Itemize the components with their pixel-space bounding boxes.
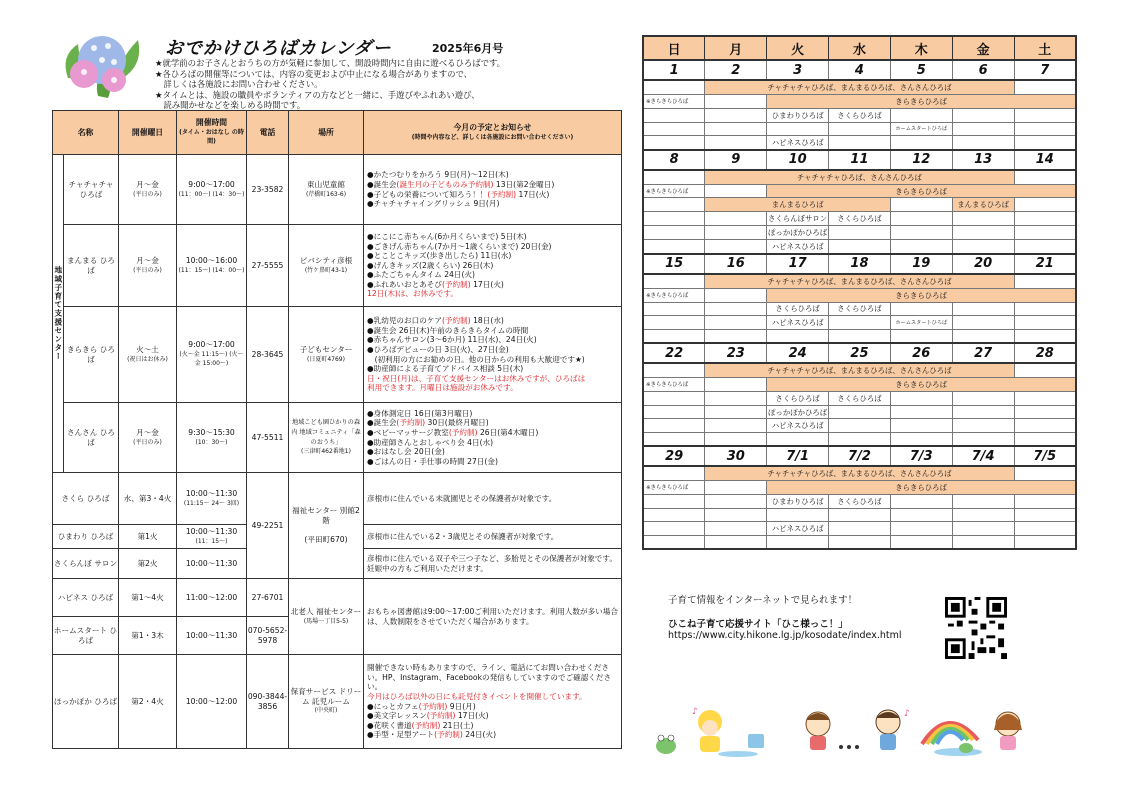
calendar-event-row	[643, 94, 1076, 108]
facility-days: 水、第3・4火	[119, 473, 177, 525]
calendar-date: 16	[705, 254, 767, 274]
note-line: 読み聞かせなどを楽しめる時間です。	[155, 100, 306, 111]
info-line: ●美文字レッスン(予約制) 17日(火)	[367, 711, 489, 721]
calendar-event: さくらひろば	[829, 108, 891, 122]
facility-place: 北老人 福祉センター (馬場一丁目5-5)	[289, 579, 364, 655]
facility-hours: 10:00～11:30 (11:15～ 24～ 3回)	[177, 473, 247, 525]
calendar-event-row	[643, 535, 1076, 549]
table-row	[53, 307, 622, 403]
weekday-header: 金	[952, 36, 1014, 60]
facility-info	[364, 225, 622, 307]
col-header-hours: 開催時間 (タイム・おはなし の時間)	[177, 111, 247, 155]
calendar-event: さくらひろば	[829, 302, 891, 316]
calendar-event: まんまるひろば	[952, 198, 1014, 212]
calendar-date: 14	[1014, 150, 1076, 170]
facility-days: 月～金 (平日のみ)	[119, 403, 177, 473]
info-line: ●おはなし会 20日(金)	[367, 447, 445, 457]
calendar-date: 9	[705, 150, 767, 170]
facility-info: 彦根市に住んでいる双子や三つ子など、多胎児とその保護者が対象です。妊娠中の方もご利用いただけます。	[364, 549, 622, 579]
info-line: ●にこにこ赤ちゃん(6か月くらいまで) 5日(木)	[367, 231, 527, 241]
facility-info: おもちゃ図書館は9:00～17:00ご利用いただけます。利用人数が多い場合は、人数制限をさせていただく場合があります。	[364, 579, 622, 655]
calendar-event-row	[643, 184, 1076, 198]
info-line: ●ベビーマッサージ教室(予約制) 26日(第4木曜日)	[367, 427, 539, 437]
calendar-event: さくらひろば	[829, 391, 891, 405]
calendar-date: 2	[705, 60, 767, 80]
facility-name: ほっかぽか ひろば	[53, 655, 119, 749]
info-line: ●助産師さんとおしゃべり会 4日(水)	[367, 437, 494, 447]
weekday-header: 日	[643, 36, 705, 60]
facility-hours: 9:00～17:00 (火～金 11:15～) (火～金 15:00～)	[177, 307, 247, 403]
info-line: (初利用の方にお勧めの日。他の日からの利用も大歓迎です★)	[367, 354, 585, 364]
facility-days: 第2・4火	[119, 655, 177, 749]
info-line: ●乳幼児のお口のケア(予約制) 18日(水)	[367, 316, 504, 326]
note-line: ★各ひろばの開催等については、内容の変更および中止になる場合がありますので、	[155, 68, 473, 79]
calendar-event: ホームスタートひろば	[890, 122, 952, 135]
info-line: ●ひろばデビューの日 3日(火)、27日(金)	[367, 344, 509, 354]
calendar-event: チャチャチャひろば、さんさんひろば	[705, 170, 1014, 184]
facility-phone: 090-3844-3856	[247, 655, 289, 749]
calendar-event: きらきらひろば	[767, 377, 1076, 391]
calendar-date: 13	[952, 150, 1014, 170]
calendar-date: 28	[1014, 343, 1076, 363]
page-title: おでかけひろばカレンダー	[165, 38, 392, 59]
info-line: ●ふれあいおとあそび(予約制) 17日(火)	[367, 279, 504, 289]
calendar-event-row	[643, 302, 1076, 316]
calendar-event-row	[643, 419, 1076, 433]
info-line: ●とことこキッズ(歩き出したら) 11日(水)	[367, 251, 512, 261]
table-row	[53, 403, 622, 473]
calendar-event-row	[643, 226, 1076, 240]
calendar-event: さくらひろば	[829, 212, 891, 226]
calendar-date: 23	[705, 343, 767, 363]
calendar-note: ※きらきらひろば	[643, 377, 705, 391]
facility-phone: 070-5652-5978	[247, 617, 289, 655]
date-row	[643, 343, 1076, 363]
calendar-date: 29	[643, 446, 705, 466]
site-name: ひこね子育て応援サイト「ひこ様っこ！」	[668, 619, 848, 630]
calendar-event: きらきらひろば	[767, 94, 1076, 108]
calendar-event: ハピネスひろば	[767, 419, 829, 433]
facility-place: 福祉センター 別館2階 (平田町670)	[289, 473, 364, 579]
calendar-date: 11	[829, 150, 891, 170]
calendar-date: 5	[890, 60, 952, 80]
weekday-header: 土	[1014, 36, 1076, 60]
facility-hours: 9:30～15:30 (10：30～)	[177, 403, 247, 473]
info-line: ●手型・足型アート(予約制) 24日(火)	[367, 730, 497, 740]
calendar-event: きらきらひろば	[767, 184, 1076, 198]
facility-name: ひまわり ひろば	[53, 525, 119, 549]
calendar-date: 4	[829, 60, 891, 80]
calendar-event-row	[643, 316, 1076, 330]
calendar-event-row	[643, 122, 1076, 135]
calendar-date: 25	[829, 343, 891, 363]
info-line: ●にっとカフェ(予約制) 9日(月)	[367, 701, 476, 711]
info-line: ●誕生会(予約制) 30日(最終月曜日)	[367, 418, 489, 428]
calendar-grid	[642, 35, 1077, 550]
info-line: 利用できます。月曜日は施設がお休みです。	[367, 383, 518, 393]
calendar-event-row	[643, 212, 1076, 226]
table-row	[53, 579, 622, 617]
calendar-event: さくらひろば	[767, 391, 829, 405]
svg-text:♪: ♪	[692, 707, 698, 717]
facility-hours: 10:00～11:30 (11：15～)	[177, 525, 247, 549]
site-url-link[interactable]: https://www.city.hikone.lg.jp/kosodate/index.html	[668, 630, 902, 641]
calendar-event-row	[643, 288, 1076, 302]
facility-info	[364, 155, 622, 225]
calendar-date: 21	[1014, 254, 1076, 274]
weekday-header: 水	[829, 36, 891, 60]
facility-info	[364, 307, 622, 403]
info-line: 今月はひろば以外の日にも託児付きイベントを開催しています。	[367, 691, 587, 701]
calendar-event-row	[643, 433, 1076, 446]
info-line: ●子どもの栄養について知ろう！！(予約制) 17日(火)	[367, 189, 550, 199]
calendar-event: ホームスタートひろば	[890, 316, 952, 330]
facility-days: 火～土 (祝日はお休み)	[119, 307, 177, 403]
facility-days: 第1火	[119, 525, 177, 549]
table-row	[53, 155, 622, 225]
info-line: ●チャチャチャイングリッシュ 9日(月)	[367, 199, 500, 209]
note-line: ★タイムとは、施設の職員やボランティアの方などと一緒に、手遊びやふれあい遊び、	[155, 89, 480, 100]
calendar-event-row	[643, 80, 1076, 94]
col-header-info: 今月の予定とお知らせ (時間や内容など、詳しくは各施設にお問い合わせください)	[364, 111, 622, 155]
facility-hours: 10:00～16:00 (11：15～) (14：00～)	[177, 225, 247, 307]
calendar-event-row	[643, 377, 1076, 391]
info-line: ●誕生会 26日(木)午前のきらきらタイムの時間	[367, 325, 529, 335]
facility-place: 保育サービス ドリーム 託児ルーム (中央町)	[289, 655, 364, 749]
col-header-name: 名称	[53, 111, 119, 155]
issue-month: 2025年6月号	[432, 42, 504, 55]
weekday-header-row	[643, 36, 1076, 60]
facility-place: 東山児童館 (芹橋町163-6)	[289, 155, 364, 225]
calendar-event-row	[643, 521, 1076, 535]
hydrangea-logo-icon	[58, 26, 150, 104]
table-row	[53, 655, 622, 749]
info-line: ●ふたごちゃんタイム 24日(火)	[367, 270, 476, 280]
calendar-event: さくらひろば	[767, 302, 829, 316]
qr-code-icon[interactable]	[945, 597, 1007, 659]
facility-days: 月～金 (平日のみ)	[119, 155, 177, 225]
facility-phone: 27-5555	[247, 225, 289, 307]
note-line: 詳しくは各施設にお問い合わせください。	[155, 79, 323, 90]
calendar-note: ※きらきらひろば	[643, 184, 705, 198]
calendar-event: ぽっかぽかひろば	[767, 405, 829, 419]
calendar-date: 7/2	[829, 446, 891, 466]
facility-hours: 11:00～12:00	[177, 579, 247, 617]
weekday-header: 木	[890, 36, 952, 60]
calendar-event-row	[643, 480, 1076, 494]
calendar-event: ハピネスひろば	[767, 521, 829, 535]
facility-place: 子どもセンター (日夏町4769)	[289, 307, 364, 403]
footer-text: 子育て情報をインターネットで見られます！	[668, 595, 858, 606]
facility-table	[52, 110, 622, 749]
facility-name: チャチャチャ ひろば	[64, 155, 119, 225]
info-line: ●赤ちゃんサロン(3～6か月) 11日(水)、24日(火)	[367, 335, 537, 345]
calendar-date: 10	[767, 150, 829, 170]
facility-days: 第2火	[119, 549, 177, 579]
facility-days: 第1～4火	[119, 579, 177, 617]
calendar-event-row	[643, 508, 1076, 521]
note-line: ★就学前のお子さんとおうちの方が気軽に参加して、開設時間内に自由に遊べるひろばです。	[155, 58, 506, 68]
calendar-event: ひまわりひろば	[767, 494, 829, 508]
calendar-event-row	[643, 170, 1076, 184]
date-row	[643, 446, 1076, 466]
calendar-event: きらきらひろば	[767, 288, 1076, 302]
frog-icon	[656, 735, 676, 754]
facility-name: まんまる ひろば	[64, 225, 119, 307]
calendar-date: 15	[643, 254, 705, 274]
calendar-date: 1	[643, 60, 705, 80]
calendar-event-row	[643, 198, 1076, 212]
info-line: ●助産師による子育てアドバイス相談 5日(木)	[367, 364, 524, 374]
facility-days: 第1・3木	[119, 617, 177, 655]
weekday-header: 月	[705, 36, 767, 60]
table-row	[53, 225, 622, 307]
table-row	[53, 473, 622, 525]
notes	[155, 58, 595, 111]
info-line: 開催できない時もありますので、ライン、電話にてお問い合わせください。HP、Instagram、Facebookの発信もしていますのでご確認ください。	[367, 663, 612, 692]
calendar-event-row	[643, 391, 1076, 405]
facility-info: 彦根市に住んでいる2・3歳児とその保護者が対象です。	[364, 525, 622, 549]
calendar-date: 3	[767, 60, 829, 80]
facility-hours: 10:00～11:30	[177, 549, 247, 579]
calendar-event: チャチャチャひろば、まんまるひろば、さんさんひろば	[705, 466, 1014, 480]
info-line: ●かたつむりをかろう 9日(月)～12日(木)	[367, 170, 509, 180]
calendar-date: 6	[952, 60, 1014, 80]
date-row	[643, 60, 1076, 80]
calendar-date: 8	[643, 150, 705, 170]
facility-phone: 27-6701	[247, 579, 289, 617]
facility-name: きらきら ひろば	[64, 307, 119, 403]
facility-name: ホームスタート ひろば	[53, 617, 119, 655]
calendar-event: ハピネスひろば	[767, 316, 829, 330]
weekday-header: 火	[767, 36, 829, 60]
col-header-phone: 電話	[247, 111, 289, 155]
calendar-event: ハピネスひろば	[767, 136, 829, 150]
calendar-date: 24	[767, 343, 829, 363]
children-illustration-icon	[648, 700, 1048, 758]
calendar-event: さくらんぼサロン	[767, 212, 829, 226]
facility-place: 地域こども園ひかりの森内 地域コミュニティ「森のおうち」 (三津町462番地1)	[289, 403, 364, 473]
calendar-event: チャチャチャひろば、まんまるひろば、さんさんひろば	[705, 80, 1014, 94]
facility-info: 彦根市に住んでいる未就園児とその保護者が対象です。	[364, 473, 622, 525]
calendar-event-row	[643, 240, 1076, 254]
calendar-date: 7/5	[1014, 446, 1076, 466]
table-header-row	[53, 111, 622, 155]
info-line: ●花咲く書道(予約制) 21日(土)	[367, 720, 474, 730]
calendar-date: 7/1	[767, 446, 829, 466]
calendar-event: ハピネスひろば	[767, 240, 829, 254]
info-line: ●げんきキッズ(2歳くらい) 26日(木)	[367, 260, 494, 270]
facility-name: さくらんぼ サロン	[53, 549, 119, 579]
info-line: ●ごきげん赤ちゃん(7か月～1歳くらいまで) 20日(金)	[367, 241, 552, 251]
info-line: ●ごはんの日・手仕事の時間 27日(金)	[367, 456, 498, 466]
calendar-date: 18	[829, 254, 891, 274]
calendar-date: 17	[767, 254, 829, 274]
facility-info	[364, 403, 622, 473]
calendar-event-row	[643, 274, 1076, 288]
calendar-event-row	[643, 136, 1076, 150]
calendar-date: 30	[705, 446, 767, 466]
calendar-event: ぽっかぽかひろば	[767, 226, 829, 240]
calendar-event-row	[643, 108, 1076, 122]
calendar-note: ※きらきらひろば	[643, 94, 705, 108]
calendar-event: きらきらひろば	[767, 480, 1076, 494]
calendar-event-row	[643, 363, 1076, 377]
calendar-date: 12	[890, 150, 952, 170]
facility-hours: 10:00～11:30	[177, 617, 247, 655]
facility-hours: 9:00～17:00 (11：00～) (14：30～)	[177, 155, 247, 225]
facility-phone: 49-2251	[247, 473, 289, 579]
calendar-event: チャチャチャひろば、まんまるひろば、さんさんひろば	[705, 363, 1014, 377]
calendar-note: ※きらきらひろば	[643, 288, 705, 302]
calendar-event: チャチャチャひろば、まんまるひろば、さんさんひろば	[705, 274, 1014, 288]
calendar-date: 22	[643, 343, 705, 363]
date-row	[643, 150, 1076, 170]
col-header-days: 開催曜日	[119, 111, 177, 155]
facility-info	[364, 655, 622, 749]
calendar-event: ひまわりひろば	[767, 108, 829, 122]
info-line: ●身体測定日 16日(第3月曜日)	[367, 408, 473, 418]
col-header-place: 場所	[289, 111, 364, 155]
facility-phone: 23-3582	[247, 155, 289, 225]
side-label: 地域子育て支援センター	[53, 155, 64, 473]
calendar-event-row	[643, 466, 1076, 480]
facility-days: 月～金 (平日のみ)	[119, 225, 177, 307]
calendar-event: まんまるひろば	[705, 198, 891, 212]
calendar-date: 19	[890, 254, 952, 274]
calendar-event: さくらひろば	[829, 494, 891, 508]
calendar-date: 20	[952, 254, 1014, 274]
calendar-note: ※きらきらひろば	[643, 480, 705, 494]
frog-icon	[959, 743, 973, 753]
calendar-event-row	[643, 405, 1076, 419]
facility-place: ビバシティ彦根 (竹ケ鼻町43-1)	[289, 225, 364, 307]
facility-phone: 28-3645	[247, 307, 289, 403]
calendar-date: 7	[1014, 60, 1076, 80]
calendar-event-row	[643, 330, 1076, 343]
date-row	[643, 254, 1076, 274]
facility-name: さくら ひろば	[53, 473, 119, 525]
facility-name: ハピネス ひろば	[53, 579, 119, 617]
info-line: ●誕生会(誕生月の子どものみ予約制) 13日(第2金曜日)	[367, 179, 555, 189]
calendar-date: 7/4	[952, 446, 1014, 466]
facility-phone: 47-5511	[247, 403, 289, 473]
facility-name: さんさん ひろば	[64, 403, 119, 473]
calendar-event-row	[643, 494, 1076, 508]
info-line: 日・祝日(月)は、子育て支援センターはお休みですが、ひろばは	[367, 373, 586, 383]
svg-text:♪: ♪	[904, 709, 910, 719]
calendar-date: 7/3	[890, 446, 952, 466]
calendar-date: 27	[952, 343, 1014, 363]
facility-hours: 10:00～12:00	[177, 655, 247, 749]
info-line: 12日(木)は、お休みです。	[367, 289, 458, 299]
calendar-date: 26	[890, 343, 952, 363]
